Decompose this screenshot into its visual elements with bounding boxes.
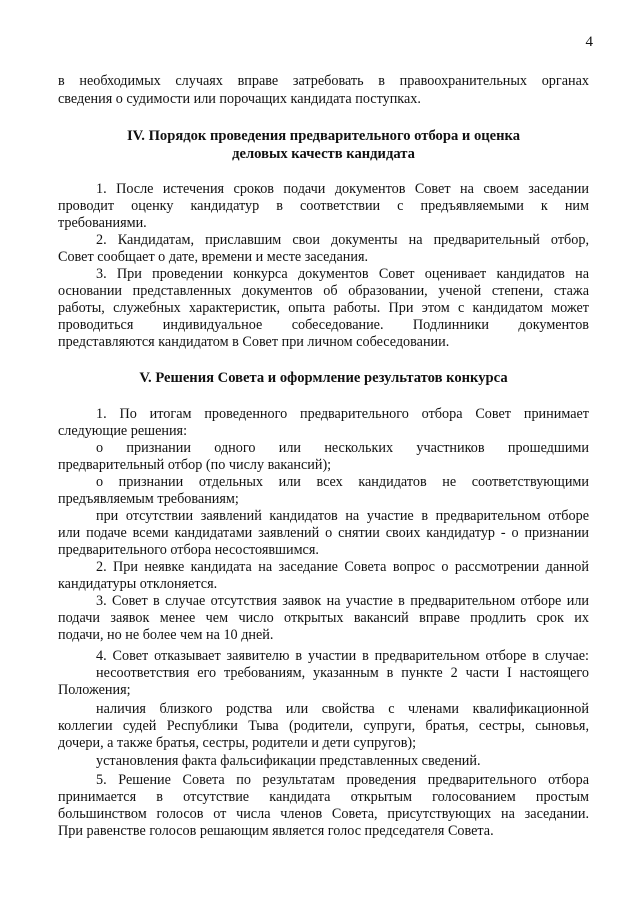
text-line: 2. При неявке кандидата на заседание Совета вопрос о рассмотрении данной xyxy=(96,559,589,575)
text-line: 3. Совет в случае отсутствия заявок на участие в предварительном отборе или xyxy=(96,593,589,609)
text-line: 2. Кандидатам, приславшим свои документы на предварительный отбор, xyxy=(96,232,589,248)
text-line: предварительный отбор (по числу вакансий); xyxy=(58,457,332,473)
text-line: принимается в отсутствие кандидата открытым голосованием простым xyxy=(58,789,589,805)
section-heading: деловых качеств кандидата xyxy=(232,146,415,162)
text-line: 4. Совет отказывает заявителю в участии в предварительном отборе в случае: xyxy=(96,648,589,664)
text-line: 1. После истечения сроков подачи документов Совет на своем заседании xyxy=(96,181,589,197)
text-line: кандидатуры отклоняется. xyxy=(58,576,218,592)
text-line: основании представленных документов об образовании, ученой степени, стажа xyxy=(58,283,589,299)
text-line: Совет сообщает о дате, времени и месте заседания. xyxy=(58,249,369,265)
text-line: при отсутствии заявлений кандидатов на участие в предварительном отборе xyxy=(96,508,589,524)
section-heading: V. Решения Совета и оформление результатов конкурса xyxy=(139,370,508,386)
text-line: сведения о судимости или порочащих кандидата поступках. xyxy=(58,91,421,107)
section-heading: IV. Порядок проведения предварительного отбора и оценка xyxy=(126,128,521,144)
text-line: подачи, но не более чем на 10 дней. xyxy=(58,627,274,643)
text-line: несоответствия его требованиям, указанным в пункте 2 части I настоящего xyxy=(96,665,589,681)
text-line: представляются кандидатом в Совет при личном собеседовании. xyxy=(58,334,450,350)
text-line: Положения; xyxy=(58,682,131,698)
text-line: 1. По итогам проведенного предварительного отбора Совет принимает xyxy=(96,406,589,422)
text-line: предварительного отбора несостоявшимся. xyxy=(58,542,319,558)
text-line: следующие решения: xyxy=(58,423,188,439)
text-line: установления факта фальсификации представленных сведений. xyxy=(96,753,481,769)
text-line: коллегии судей Республики Тыва (родители, супруги, братья, сестры, сыновья, xyxy=(58,718,589,734)
text-line: дочери, а также братья, сестры, родители и дети супругов); xyxy=(58,735,417,751)
text-line: подачи заявок менее чем число открытых вакансий вправе продлить срок их xyxy=(58,610,589,626)
text-line: работы, служебных характеристик, опыта работы. При этом с кандидатом может xyxy=(58,300,589,316)
text-line: большинством голосов от числа членов Совета, присутствующих на заседании. xyxy=(58,806,589,822)
text-line: 5. Решение Совета по результатам проведения предварительного отбора xyxy=(96,772,589,788)
text-line: о признании одного или нескольких участников прошедшими xyxy=(96,440,589,456)
text-line: наличия близкого родства или свойства с членами квалификационной xyxy=(96,701,589,717)
text-line: или подаче всеми кандидатами заявлений о снятии своих кандидатур - о признании xyxy=(58,525,589,541)
text-line: в необходимых случаях вправе затребовать в правоохранительных органах xyxy=(58,73,589,89)
text-line: проводит оценку кандидатур в соответствии с предъявляемыми к ним xyxy=(58,198,589,214)
text-line: 3. При проведении конкурса документов Совет оценивает кандидатов на xyxy=(96,266,589,282)
page-number: 4 xyxy=(585,34,593,50)
text-line: о признании отдельных или всех кандидатов не соответствующими xyxy=(96,474,589,490)
text-line: предъявляемым требованиям; xyxy=(58,491,239,507)
text-line: проводиться индивидуальное собеседование. Подлинники документов xyxy=(58,317,589,333)
text-line: требованиями. xyxy=(58,215,147,231)
text-line: При равенстве голосов решающим является голос председателя Совета. xyxy=(58,823,494,839)
